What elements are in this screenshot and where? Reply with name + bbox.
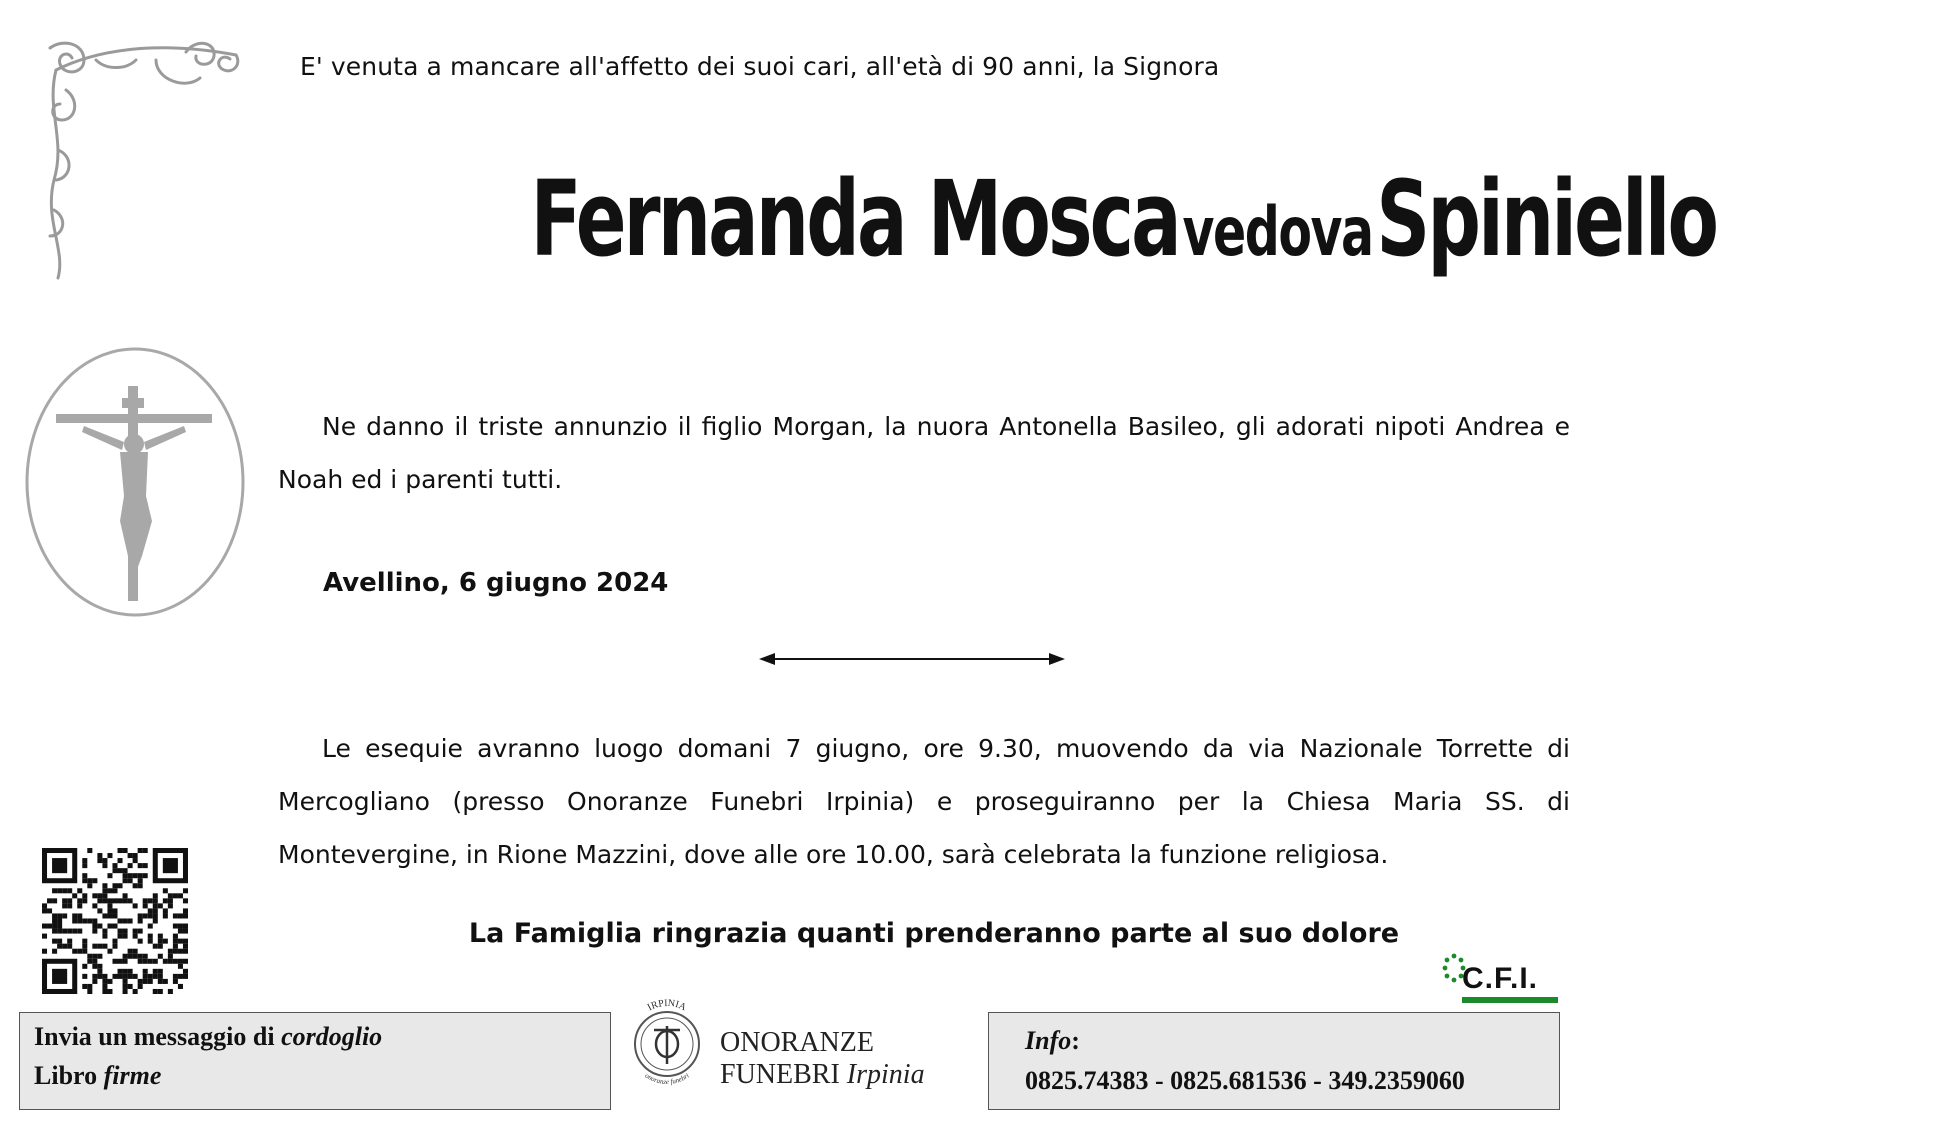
qr-module: [47, 908, 52, 913]
qr-module: [77, 949, 82, 954]
qr-module: [107, 888, 112, 893]
qr-module: [163, 898, 168, 903]
qr-module: [133, 873, 138, 878]
qr-module: [107, 989, 112, 994]
qr-module: [163, 908, 168, 913]
qr-module: [128, 969, 133, 974]
qr-module: [168, 989, 173, 994]
qr-module: [168, 903, 173, 908]
qr-module: [173, 959, 178, 964]
qr-module: [87, 848, 92, 853]
qr-module: [148, 959, 153, 964]
qr-module: [97, 974, 102, 979]
qr-module: [123, 868, 128, 873]
name-last: Spiniello: [1376, 158, 1717, 280]
qr-module: [163, 888, 168, 893]
qr-module: [178, 959, 183, 964]
qr-module: [138, 873, 143, 878]
info-phones[interactable]: 0825.74383 - 0825.681536 - 349.2359060: [1025, 1066, 1465, 1095]
qr-module: [97, 954, 102, 959]
qr-module: [138, 984, 143, 989]
qr-module: [87, 878, 92, 883]
qr-module: [138, 959, 143, 964]
qr-module: [178, 974, 183, 979]
announcement-paragraph: [278, 400, 1570, 506]
qr-module: [82, 974, 87, 979]
qr-module: [102, 898, 107, 903]
qr-module: [107, 979, 112, 984]
brand-line1: ONORANZE: [720, 1027, 874, 1058]
qr-module: [148, 979, 153, 984]
qr-module: [118, 848, 123, 853]
qr-module: [87, 989, 92, 994]
qr-module: [183, 888, 188, 893]
qr-module: [173, 974, 178, 979]
qr-module: [143, 979, 148, 984]
qr-module: [112, 974, 117, 979]
qr-module: [92, 974, 97, 979]
qr-module: [107, 898, 112, 903]
qr-module: [183, 969, 188, 974]
qr-module: [168, 949, 173, 954]
qr-finder: [163, 858, 178, 873]
qr-module: [82, 863, 87, 868]
qr-module: [102, 974, 107, 979]
qr-module: [118, 858, 123, 863]
qr-module: [148, 898, 153, 903]
qr-module: [128, 984, 133, 989]
qr-module: [138, 979, 143, 984]
qr-module: [133, 974, 138, 979]
qr-module: [107, 908, 112, 913]
qr-module: [128, 863, 133, 868]
brand-line2: FUNEBRI Irpinia: [720, 1059, 925, 1090]
qr-module: [92, 964, 97, 969]
qr-module: [92, 878, 97, 883]
brand-seal-icon: [618, 992, 716, 1090]
qr-module: [123, 969, 128, 974]
qr-module: [97, 898, 102, 903]
qr-module: [118, 969, 123, 974]
qr-module: [178, 949, 183, 954]
qr-module: [57, 888, 62, 893]
qr-module: [123, 954, 128, 959]
qr-module: [77, 888, 82, 893]
qr-module: [102, 984, 107, 989]
announcement-text: Ne danno il triste annunzio il figlio Morgan, la nuora Antonella Basileo, gli adorati nipoti Andrea e Noah ed i parenti tutti.: [278, 412, 1570, 494]
qr-module: [133, 858, 138, 863]
qr-module: [82, 949, 87, 954]
qr-module: [158, 989, 163, 994]
qr-module: [183, 908, 188, 913]
qr-module: [123, 989, 128, 994]
qr-module: [112, 883, 117, 888]
qr-module: [183, 959, 188, 964]
qr-module: [178, 893, 183, 898]
qr-module: [77, 898, 82, 903]
condolence-box[interactable]: [19, 1012, 611, 1110]
guestbook-link[interactable]: Libro firme: [34, 1061, 162, 1090]
qr-module: [143, 873, 148, 878]
qr-module: [123, 893, 128, 898]
qr-module: [102, 888, 107, 893]
funeral-text: Le esequie avranno luogo domani 7 giugno, ore 9.30, muovendo da via Nazionale Torrette di Mercogliano (presso Onoranze Funebri Irpinia) e proseguiranno per la Chiesa Maria SS. di Montevergine, in Rione Mazzini, dove alle ore 10.00, sarà celebrata la funzione religiosa.: [278, 734, 1570, 869]
qr-module: [148, 974, 153, 979]
qr-module: [62, 903, 67, 908]
qr-module: [128, 873, 133, 878]
cfi-underline: [1462, 997, 1558, 1003]
double-arrow-icon: [757, 650, 1067, 668]
qr-module: [168, 898, 173, 903]
qr-module: [158, 974, 163, 979]
qr-module: [183, 949, 188, 954]
qr-module: [163, 979, 168, 984]
qr-module: [92, 893, 97, 898]
qr-module: [123, 974, 128, 979]
qr-module: [153, 969, 158, 974]
qr-module: [118, 883, 123, 888]
qr-module: [148, 908, 153, 913]
qr-module: [143, 974, 148, 979]
qr-module: [138, 878, 143, 883]
qr-module: [62, 898, 67, 903]
qr-module: [67, 888, 72, 893]
qr-module: [183, 974, 188, 979]
qr-module: [52, 898, 57, 903]
qr-finder: [52, 858, 67, 873]
qr-module: [92, 979, 97, 984]
qr-module: [128, 878, 133, 883]
qr-module: [128, 954, 133, 959]
qr-module: [112, 868, 117, 873]
qr-module: [178, 964, 183, 969]
qr-module: [173, 949, 178, 954]
qr-module: [92, 903, 97, 908]
qr-module: [133, 949, 138, 954]
qr-module: [143, 969, 148, 974]
qr-module: [123, 979, 128, 984]
qr-module: [123, 984, 128, 989]
qr-module: [92, 959, 97, 964]
qr-module: [173, 979, 178, 984]
intro-text: E' venuta a mancare all'affetto dei suoi cari, all'età di 90 anni, la Signora: [300, 52, 1220, 81]
qr-module: [153, 903, 158, 908]
condolence-link[interactable]: Invia un messaggio di cordoglio: [34, 1022, 383, 1051]
qr-module: [153, 898, 158, 903]
qr-module: [143, 863, 148, 868]
qr-module: [97, 969, 102, 974]
qr-module: [123, 898, 128, 903]
qr-module: [92, 954, 97, 959]
qr-module: [52, 888, 57, 893]
qr-module: [42, 903, 47, 908]
qr-module: [123, 959, 128, 964]
qr-module: [107, 949, 112, 954]
qr-module: [123, 878, 128, 883]
qr-module: [97, 893, 102, 898]
qr-module: [133, 954, 138, 959]
qr-module: [128, 949, 133, 954]
qr-module: [82, 984, 87, 989]
qr-module: [118, 959, 123, 964]
qr-module: [123, 848, 128, 853]
cfi-logo-text: C.F.I.: [1462, 962, 1539, 995]
qr-module: [128, 853, 133, 858]
qr-module: [168, 893, 173, 898]
qr-module: [133, 853, 138, 858]
qr-module: [143, 898, 148, 903]
qr-module: [42, 908, 47, 913]
qr-module: [128, 898, 133, 903]
qr-module: [102, 863, 107, 868]
qr-module: [158, 979, 163, 984]
qr-module: [107, 873, 112, 878]
qr-module: [112, 863, 117, 868]
seal-top-text: IRPINIA: [645, 997, 688, 1014]
qr-module: [173, 893, 178, 898]
svg-text:onoranze funebri: [643, 1072, 690, 1086]
deceased-name: [0, 158, 1717, 280]
qr-module: [112, 898, 117, 903]
qr-module: [77, 903, 82, 908]
info-label: Info:: [1025, 1026, 1080, 1055]
thanks-text: La Famiglia ringrazia quanti prenderanno parte al suo dolore: [468, 918, 1400, 949]
qr-module: [118, 974, 123, 979]
qr-module: [133, 989, 138, 994]
qr-module: [102, 883, 107, 888]
qr-module: [87, 954, 92, 959]
qr-module: [67, 903, 72, 908]
qr-module: [158, 954, 163, 959]
qr-module: [158, 903, 163, 908]
qr-module: [97, 908, 102, 913]
qr-module: [163, 959, 168, 964]
qr-module: [143, 954, 148, 959]
qr-module: [102, 893, 107, 898]
qr-module: [87, 883, 92, 888]
qr-module: [153, 974, 158, 979]
qr-module: [153, 893, 158, 898]
qr-module: [87, 984, 92, 989]
brand-name: [720, 1027, 925, 1091]
qr-module: [82, 893, 87, 898]
qr-module: [102, 979, 107, 984]
qr-module: [97, 853, 102, 858]
name-middle: vedova: [1182, 193, 1373, 272]
qr-module: [72, 893, 77, 898]
qr-module: [52, 949, 57, 954]
qr-module: [118, 868, 123, 873]
qr-module: [47, 898, 52, 903]
info-box: [988, 1012, 1560, 1110]
qr-module: [82, 898, 87, 903]
qr-module: [183, 898, 188, 903]
crucifix-icon: [24, 346, 246, 618]
qr-module: [168, 959, 173, 964]
qr-module: [87, 959, 92, 964]
seal-bottom-text: onoranze funebri: [643, 1071, 691, 1087]
funeral-paragraph: [278, 722, 1570, 881]
qr-module: [62, 888, 67, 893]
qr-module: [42, 949, 47, 954]
qr-module: [143, 959, 148, 964]
qr-module: [107, 853, 112, 858]
qr-module: [153, 959, 158, 964]
qr-module: [118, 898, 123, 903]
qr-finder: [52, 969, 67, 984]
qr-module: [158, 969, 163, 974]
qr-module: [112, 888, 117, 893]
qr-module: [128, 974, 133, 979]
name-first: Fernanda Mosca: [530, 158, 1179, 280]
qr-module: [67, 898, 72, 903]
qr-module: [143, 903, 148, 908]
qr-module: [82, 858, 87, 863]
qr-module: [112, 959, 117, 964]
qr-module: [97, 858, 102, 863]
qr-module: [133, 903, 138, 908]
qr-module: [138, 848, 143, 853]
qr-module: [97, 964, 102, 969]
qr-module: [82, 964, 87, 969]
qr-module: [138, 954, 143, 959]
qr-module: [143, 848, 148, 853]
qr-module: [107, 903, 112, 908]
qr-module: [153, 908, 158, 913]
qr-module: [102, 989, 107, 994]
qr-module: [133, 883, 138, 888]
qr-module: [102, 858, 107, 863]
qr-module: [178, 984, 183, 989]
qr-module: [138, 863, 143, 868]
qr-module: [72, 949, 77, 954]
qr-module: [138, 883, 143, 888]
qr-module: [123, 873, 128, 878]
qr-module: [153, 989, 158, 994]
qr-module: [112, 908, 117, 913]
qr-module: [82, 873, 87, 878]
qr-module: [82, 878, 87, 883]
place-date: Avellino, 6 giugno 2024: [323, 568, 669, 598]
qr-module: [168, 954, 173, 959]
